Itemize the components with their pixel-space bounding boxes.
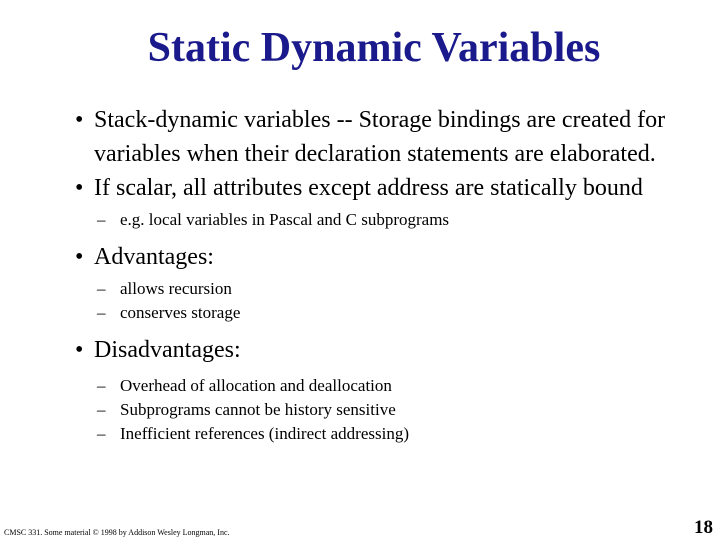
sub-item	[97, 422, 713, 446]
sub-item-text: Subprograms cannot be history sensitive	[120, 400, 396, 419]
bullet-disadvantages	[73, 333, 713, 367]
bullet-advantages	[73, 240, 713, 274]
sub-item-text: e.g. local variables in Pascal and C subprograms	[120, 210, 450, 229]
bullet-symbol: •	[75, 337, 84, 363]
bullet-symbol: •	[75, 244, 84, 270]
bullet-text: Disadvantages:	[94, 337, 241, 363]
sub-item-symbol: –	[97, 303, 106, 322]
sub-item-symbol: –	[97, 279, 106, 298]
bullet-text: Advantages:	[94, 244, 214, 270]
sub-item	[97, 398, 713, 422]
sub-item	[97, 208, 713, 232]
sub-item-symbol: –	[97, 400, 106, 419]
sub-item-text: allows recursion	[120, 279, 232, 298]
slide-title: Static Dynamic Variables	[147, 25, 601, 71]
sub-item	[97, 277, 713, 301]
sub-list-scalar	[97, 208, 713, 232]
sub-item-symbol: –	[97, 424, 106, 443]
sub-item-symbol: –	[97, 210, 106, 229]
copyright-footer: CMSC 331. Some material © 1998 by Addison Wesley Longman, Inc.	[4, 528, 230, 537]
bullet-text: If scalar, all attributes except address are statically bound	[94, 175, 643, 201]
sub-list-advantages	[97, 277, 713, 325]
slide-content	[73, 103, 713, 446]
sub-item-text: Inefficient references (indirect addressing)	[120, 424, 410, 443]
bullet-scalar	[73, 171, 713, 205]
bullet-symbol: •	[75, 175, 84, 201]
bullet-symbol: •	[75, 107, 84, 133]
sub-item-symbol: –	[97, 376, 106, 395]
sub-list-disadvantages	[97, 374, 713, 446]
sub-item-text: conserves storage	[120, 303, 241, 322]
bullet-text: Stack-dynamic variables -- Storage bindings are created for variables when their declaration statements are elaborated.	[94, 107, 666, 167]
bullet-stack-dynamic	[73, 103, 713, 171]
sub-item	[97, 374, 713, 398]
sub-item	[97, 301, 713, 325]
sub-item-text: Overhead of allocation and deallocation	[120, 376, 392, 395]
page-number: 18	[694, 517, 713, 538]
